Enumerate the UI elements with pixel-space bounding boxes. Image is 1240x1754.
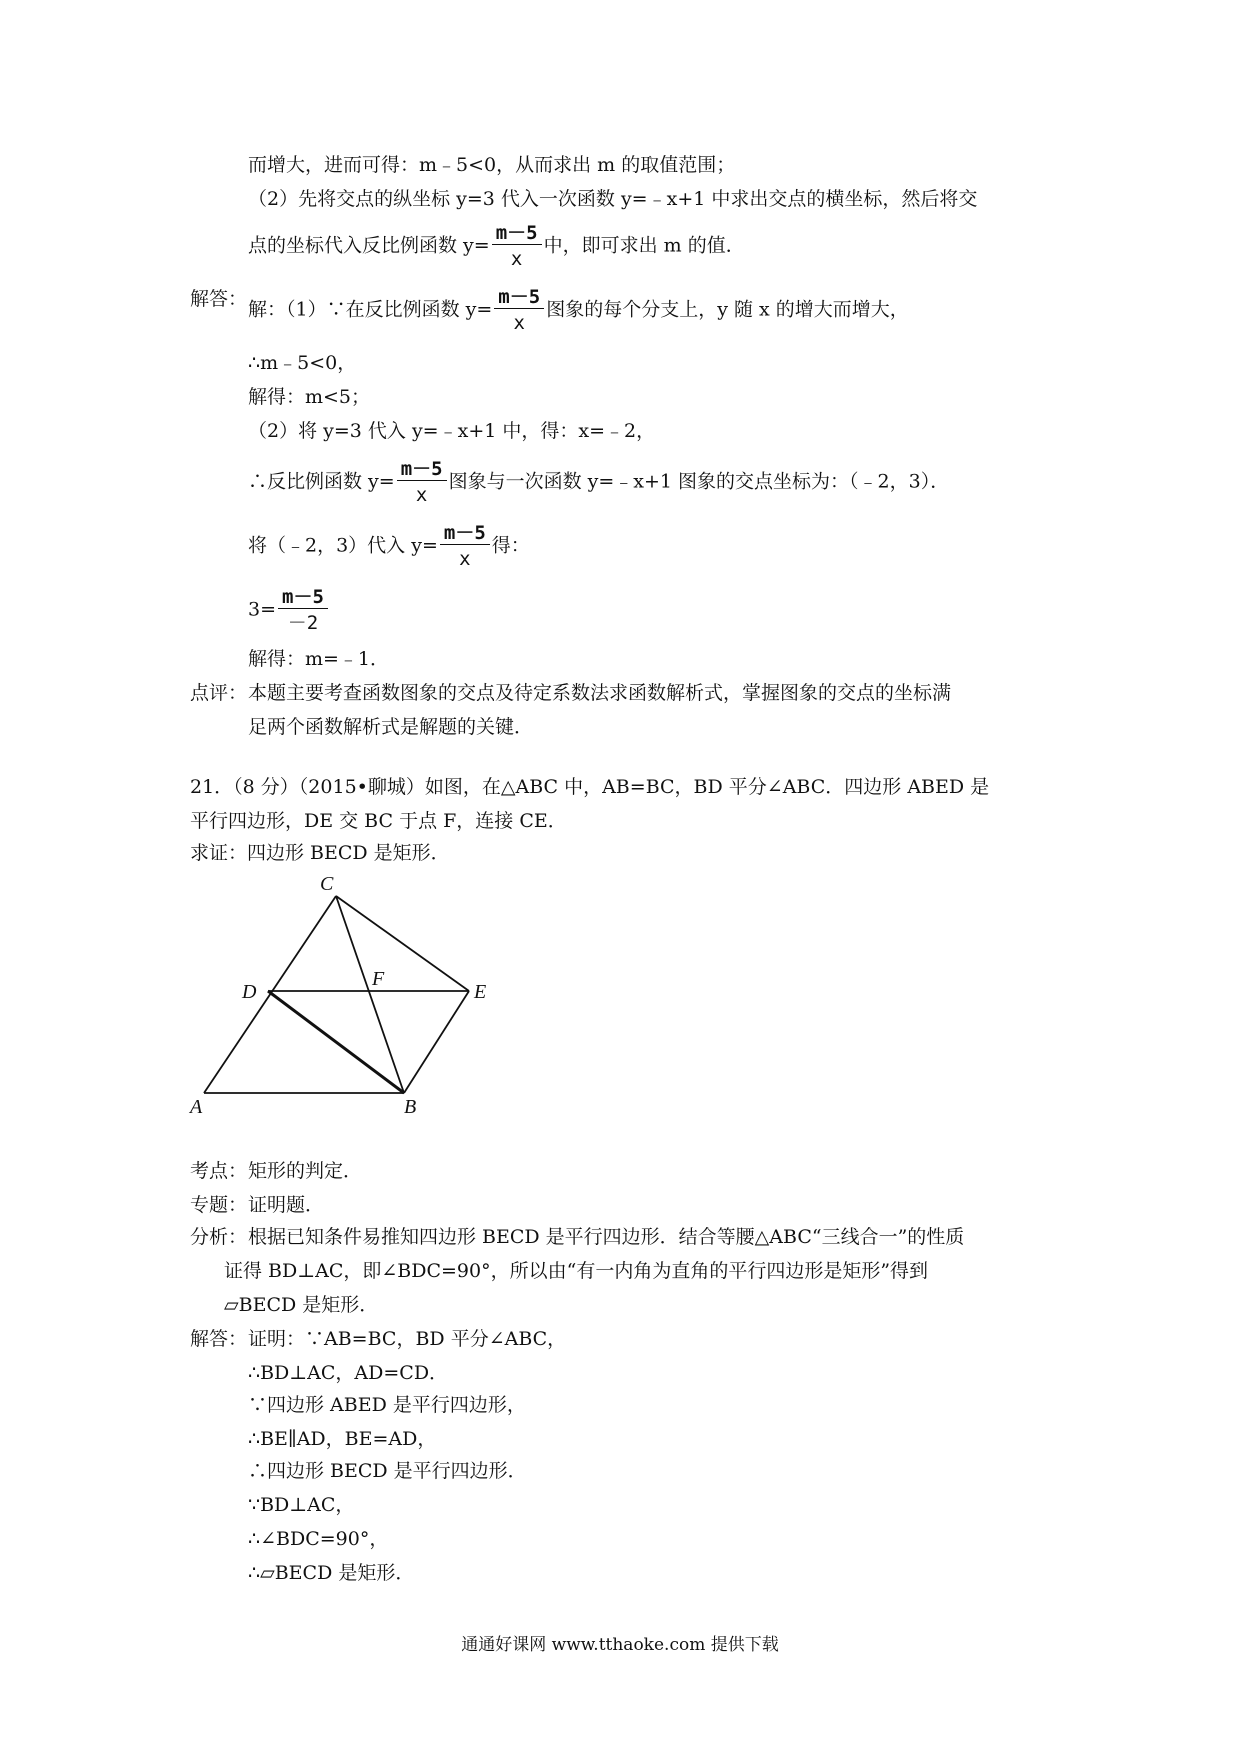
segment-BE: [404, 991, 469, 1093]
answer2-line-8: ∴▱BECD 是矩形．: [248, 1562, 415, 1584]
answer2-label: 解答：: [190, 1328, 248, 1350]
answer-line-1: 解：（1）∵在反比例函数 y= $\frac{m-5}{x}$ 图象的每个分支上，y 随 x 的增大而增大，: [248, 286, 909, 334]
answer2-line-7: ∴∠BDC=90°，: [248, 1528, 389, 1550]
label-A: A: [190, 1096, 203, 1118]
fenxi-line-2: 证得 BD⊥AC，即∠BDC=90°，所以由“有一内角为直角的平行四边形是矩形”得到: [224, 1260, 929, 1282]
answer-line-3: 解得：m<5；: [248, 386, 371, 408]
label-E: E: [474, 981, 487, 1003]
answer-line-6: 将（﹣2，3）代入 y= $\frac{m-5}{x}$ 得：: [248, 522, 530, 570]
answer2-line-3: ∵四边形 ABED 是平行四边形，: [248, 1394, 526, 1416]
question-21-line-3: 求证：四边形 BECD 是矩形．: [190, 842, 450, 864]
kaodian-text: 矩形的判定．: [248, 1160, 363, 1182]
answer2-line-6: ∵BD⊥AC，: [248, 1494, 355, 1516]
fenxi-line-3: ▱BECD 是矩形．: [224, 1294, 379, 1316]
answer2-line-5: ∴四边形 BECD 是平行四边形．: [248, 1460, 527, 1482]
segment-CB: [336, 896, 404, 1093]
answer-line-4: （2）将 y=3 代入 y=﹣x+1 中，得：x=﹣2，: [248, 420, 656, 442]
answer2-line-2: ∴BD⊥AC，AD=CD．: [248, 1362, 449, 1384]
question-21-line-2: 平行四边形，DE 交 BC 于点 F，连接 CE．: [190, 810, 567, 832]
fraction-m5-over-x: $\frac{m-5}{x}$: [494, 286, 544, 335]
answer2-line-4: ∴BE∥AD，BE=AD，: [248, 1428, 437, 1450]
fraction-m5-over-x: $\frac{m-5}{x}$: [492, 222, 542, 271]
zhuanti-text: 证明题．: [248, 1194, 325, 1216]
answer2-line-1: 证明：∵AB=BC，BD 平分∠ABC，: [248, 1328, 567, 1350]
segment-DB: [268, 991, 404, 1093]
analysis-line-3: [248, 222, 745, 271]
answer-label: 解答：: [190, 288, 248, 310]
answer-line-2: ∴m﹣5<0，: [248, 352, 357, 374]
kaodian-label: 考点：: [190, 1160, 248, 1182]
analysis-line-2: （2）先将交点的纵坐标 y=3 代入一次函数 y=﹣x+1 中求出交点的横坐标，然后将交: [248, 188, 978, 210]
footer-text: 通通好课网 www.tthaoke.com 提供下载: [461, 1635, 779, 1655]
analysis-line-1: 而增大，进而可得：m﹣5<0，从而求出 m 的取值范围；: [248, 154, 736, 176]
answer-line-8: 解得：m=﹣1．: [248, 648, 390, 670]
fenxi-label: 分析：: [190, 1226, 248, 1248]
answer-line-5: ∴反比例函数 y= $\frac{m-5}{x}$ 图象与一次函数 y=﹣x+1 图象的交点坐标为：（﹣2，3）．: [248, 458, 950, 506]
fraction-m5-over-neg2: $\frac{m-5}{-2}$: [278, 586, 328, 635]
comment-line-2: 足两个函数解析式是解题的关键．: [248, 716, 534, 738]
comment-label: 点评：: [190, 682, 248, 704]
question-21-line-1: 21．（8 分）（2015•聊城）如图，在△ABC 中，AB=BC，BD 平分∠ABC．四边形 ABED 是: [190, 776, 990, 798]
segment-AC: [204, 896, 336, 1093]
analysis-line-3-post: 中，即可求出 m 的值．: [543, 234, 745, 257]
segment-CE: [336, 896, 469, 991]
label-B: B: [404, 1096, 417, 1118]
geometry-figure: [184, 868, 504, 1118]
label-C: C: [320, 873, 334, 895]
answer-line-7: 3= $\frac{m-5}{-2}$: [248, 586, 330, 635]
fenxi-line-1: 根据已知条件易推知四边形 BECD 是平行四边形．结合等腰△ABC“三线合一”的性质: [248, 1226, 965, 1248]
zhuanti-label: 专题：: [190, 1194, 248, 1216]
fraction-m5-over-x: $\frac{m-5}{x}$: [397, 458, 447, 507]
analysis-line-3-pre: 点的坐标代入反比例函数 y=: [248, 234, 490, 257]
label-F: F: [372, 968, 385, 990]
fraction-m5-over-x: $\frac{m-5}{x}$: [440, 522, 490, 571]
label-D: D: [242, 981, 257, 1003]
comment-line-1: 本题主要考查函数图象的交点及待定系数法求函数解析式，掌握图象的交点的坐标满: [248, 682, 952, 704]
